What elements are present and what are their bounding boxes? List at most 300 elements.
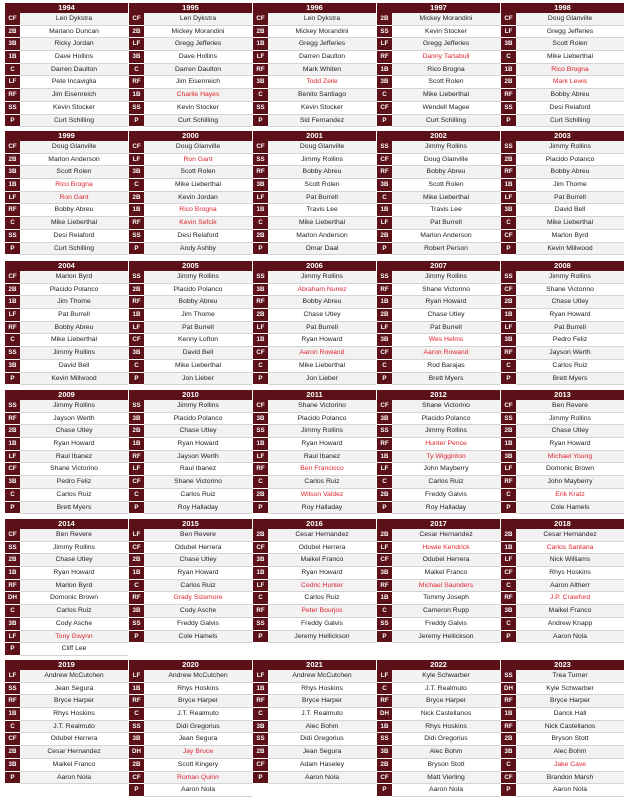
player-name: Pat Burrell: [516, 322, 624, 335]
lineup-row: [129, 476, 252, 489]
lineup-row: [253, 271, 376, 284]
lineup-row: [5, 683, 128, 696]
position-label: 1B: [377, 451, 392, 464]
season-year: 2008: [501, 261, 624, 271]
position-label: RF: [501, 721, 516, 734]
position-label: 2B: [129, 284, 144, 297]
player-name: Brett Myers: [20, 502, 128, 515]
position-label: LF: [377, 463, 392, 476]
player-name: Wes Helms: [392, 334, 500, 347]
player-name: Domonic Brown: [516, 463, 624, 476]
position-label: SS: [253, 102, 268, 115]
position-label: CF: [129, 334, 144, 347]
player-name: Jake Cave: [516, 759, 624, 772]
lineup-row: [377, 217, 500, 230]
season-year: 2018: [501, 519, 624, 529]
player-name: Ryan Howard: [392, 296, 500, 309]
player-name: Pat Burrell: [268, 322, 376, 335]
position-label: P: [253, 502, 268, 515]
player-name: Andy Ashby: [144, 243, 252, 256]
player-name: Nick Castellanos: [392, 708, 500, 721]
player-name: Carlos Ruiz: [144, 489, 252, 502]
lineup-row: [377, 102, 500, 115]
player-name: Charlie Hayes: [144, 89, 252, 102]
player-name: Bryce Harper: [516, 695, 624, 708]
lineup-row: [5, 502, 128, 515]
season-year: 1995: [129, 3, 252, 13]
lineup-row: [5, 102, 128, 115]
player-name: Ben Francisco: [268, 463, 376, 476]
lineup-row: [501, 347, 624, 360]
season-year: 2009: [5, 390, 128, 400]
position-label: 1B: [5, 296, 20, 309]
lineup-row: [253, 567, 376, 580]
player-name: Ryan Howard: [268, 334, 376, 347]
player-name: Odubel Herrera: [20, 733, 128, 746]
player-name: Aaron Nola: [516, 784, 624, 797]
lineup-row: [129, 284, 252, 297]
position-label: LF: [253, 192, 268, 205]
season-card-2001: [253, 131, 376, 255]
position-label: C: [377, 476, 392, 489]
player-name: Didi Gregorius: [268, 733, 376, 746]
position-label: SS: [129, 721, 144, 734]
position-label: 3B: [129, 51, 144, 64]
lineup-row: [253, 360, 376, 373]
lineup-row: [129, 154, 252, 167]
player-name: Pat Burrell: [144, 322, 252, 335]
player-name: Marlon Byrd: [516, 230, 624, 243]
lineup-row: [5, 400, 128, 413]
player-name: Jimmy Rollins: [392, 141, 500, 154]
lineup-row: [253, 13, 376, 26]
lineup-row: [5, 746, 128, 759]
position-label: 1B: [377, 721, 392, 734]
lineup-row: [5, 284, 128, 297]
position-label: C: [501, 217, 516, 230]
lineup-row: [5, 695, 128, 708]
player-name: Brandon Marsh: [516, 772, 624, 785]
lineup-row: [501, 708, 624, 721]
lineup-row: [377, 631, 500, 644]
lineup-row: [5, 542, 128, 555]
lineup-row: [377, 360, 500, 373]
player-name: Carlos Ruiz: [392, 476, 500, 489]
season-card-2022: [377, 660, 500, 797]
position-label: SS: [377, 425, 392, 438]
position-label: 1B: [253, 334, 268, 347]
player-name: Roy Halladay: [268, 502, 376, 515]
lineup-row: [129, 554, 252, 567]
position-label: 2B: [5, 284, 20, 297]
player-name: Chase Utley: [144, 554, 252, 567]
lineup-list: [501, 529, 624, 643]
lineup-row: [501, 243, 624, 256]
lineup-list: [501, 271, 624, 385]
season-card-2019: [5, 660, 128, 784]
position-label: RF: [5, 204, 20, 217]
lineup-row: [377, 347, 500, 360]
lineup-row: [129, 733, 252, 746]
position-label: RF: [501, 476, 516, 489]
position-label: C: [377, 605, 392, 618]
player-name: Darren Daulton: [268, 51, 376, 64]
position-label: C: [129, 64, 144, 77]
player-name: Mike Lieberthal: [392, 192, 500, 205]
position-label: 3B: [377, 746, 392, 759]
player-name: Ron Gant: [20, 192, 128, 205]
position-label: 1B: [129, 683, 144, 696]
position-label: CF: [5, 463, 20, 476]
player-name: Roman Quinn: [144, 772, 252, 785]
lineup-row: [253, 179, 376, 192]
lineup-row: [501, 733, 624, 746]
lineup-row: [253, 373, 376, 386]
player-name: Maikel Franco: [392, 567, 500, 580]
lineup-row: [501, 76, 624, 89]
position-label: CF: [501, 567, 516, 580]
player-name: Mike Lieberthal: [144, 360, 252, 373]
lineup-row: [501, 271, 624, 284]
position-label: 3B: [5, 360, 20, 373]
player-name: Raul Ibanez: [144, 463, 252, 476]
lineup-row: [253, 746, 376, 759]
position-label: C: [5, 721, 20, 734]
position-label: CF: [129, 542, 144, 555]
lineup-row: [501, 451, 624, 464]
player-name: Gregg Jefferies: [392, 38, 500, 51]
player-name: Bobby Abreu: [392, 166, 500, 179]
position-label: LF: [253, 670, 268, 683]
lineup-row: [501, 463, 624, 476]
player-name: Scott Rolen: [268, 179, 376, 192]
player-name: Bobby Abreu: [144, 296, 252, 309]
position-label: P: [253, 772, 268, 785]
season-card-2006: [253, 261, 376, 385]
player-name: Ricky Jordan: [20, 38, 128, 51]
player-name: Bobby Abreu: [20, 322, 128, 335]
lineup-row: [501, 51, 624, 64]
player-name: Doug Glanville: [20, 141, 128, 154]
player-name: Ryan Howard: [516, 438, 624, 451]
lineup-row: [501, 373, 624, 386]
lineup-list: [253, 271, 376, 385]
lineup-row: [5, 89, 128, 102]
lineup-row: [5, 476, 128, 489]
lineup-list: [5, 141, 128, 255]
position-label: LF: [129, 154, 144, 167]
player-name: Cesar Hernandez: [392, 529, 500, 542]
position-label: CF: [377, 554, 392, 567]
lineup-row: [377, 166, 500, 179]
position-label: SS: [377, 26, 392, 39]
position-label: C: [129, 489, 144, 502]
lineup-row: [377, 271, 500, 284]
lineup-list: [253, 529, 376, 643]
player-name: Rhys Hoskins: [392, 721, 500, 734]
lineup-list: [129, 13, 252, 127]
player-name: Mickey Morandini: [268, 26, 376, 39]
lineup-list: [377, 400, 500, 514]
season-year: 2000: [129, 131, 252, 141]
position-label: 3B: [129, 733, 144, 746]
lineup-row: [253, 670, 376, 683]
position-label: 2B: [5, 746, 20, 759]
position-label: 1B: [501, 708, 516, 721]
player-name: Wilson Valdez: [268, 489, 376, 502]
player-name: Kevin Stocker: [392, 26, 500, 39]
player-name: Ryan Howard: [268, 567, 376, 580]
player-name: Aaron Nola: [268, 772, 376, 785]
position-label: RF: [129, 296, 144, 309]
player-name: John Mayberry: [392, 463, 500, 476]
position-label: P: [501, 373, 516, 386]
player-name: Len Dykstra: [268, 13, 376, 26]
lineup-row: [129, 204, 252, 217]
player-name: Len Dykstra: [20, 13, 128, 26]
position-label: CF: [5, 13, 20, 26]
lineup-row: [253, 721, 376, 734]
player-name: Odubel Herrera: [268, 542, 376, 555]
position-label: SS: [501, 102, 516, 115]
lineup-row: [5, 618, 128, 631]
player-name: Cedric Hunter: [268, 580, 376, 593]
position-label: DH: [5, 592, 20, 605]
player-name: David Bell: [144, 347, 252, 360]
player-name: Bobby Abreu: [268, 166, 376, 179]
player-name: Mike Lieberthal: [268, 217, 376, 230]
lineup-row: [377, 243, 500, 256]
position-label: 2B: [253, 529, 268, 542]
player-name: David Bell: [20, 360, 128, 373]
lineup-row: [129, 38, 252, 51]
lineup-row: [5, 217, 128, 230]
position-label: C: [129, 360, 144, 373]
lineup-row: [129, 708, 252, 721]
lineup-row: [5, 230, 128, 243]
player-name: Pat Burrell: [268, 192, 376, 205]
lineup-row: [501, 683, 624, 696]
position-label: 3B: [129, 347, 144, 360]
player-name: Aaron Rowand: [268, 347, 376, 360]
lineup-row: [5, 567, 128, 580]
lineup-row: [5, 243, 128, 256]
player-name: Pat Burrell: [516, 192, 624, 205]
position-label: CF: [377, 772, 392, 785]
player-name: Jim Thome: [144, 309, 252, 322]
player-name: Carlos Ruiz: [20, 489, 128, 502]
player-name: Kevin Sefcik: [144, 217, 252, 230]
lineup-row: [253, 192, 376, 205]
player-name: Scott Rolen: [392, 179, 500, 192]
position-label: 2B: [5, 154, 20, 167]
position-label: SS: [253, 154, 268, 167]
position-label: 2B: [501, 76, 516, 89]
lineup-row: [5, 643, 128, 656]
position-label: 1B: [501, 542, 516, 555]
lineup-row: [129, 746, 252, 759]
season-year: 1998: [501, 3, 624, 13]
season-year: 2017: [377, 519, 500, 529]
player-name: Odubel Herrera: [144, 542, 252, 555]
player-name: Kyle Schwarber: [392, 670, 500, 683]
lineup-row: [5, 463, 128, 476]
position-label: P: [377, 784, 392, 797]
position-label: P: [377, 502, 392, 515]
lineup-row: [501, 192, 624, 205]
position-label: LF: [5, 451, 20, 464]
player-name: Raul Ibanez: [268, 451, 376, 464]
lineup-row: [253, 115, 376, 128]
player-name: Darren Daulton: [144, 64, 252, 77]
player-name: Pedro Feliz: [516, 334, 624, 347]
position-label: DH: [377, 708, 392, 721]
player-name: Scott Rolen: [144, 166, 252, 179]
player-name: Placido Polanco: [20, 284, 128, 297]
season-card-2016: [253, 519, 376, 643]
position-label: CF: [253, 141, 268, 154]
player-name: J.T. Realmuto: [392, 683, 500, 696]
lineup-row: [253, 51, 376, 64]
player-name: Chase Utley: [516, 425, 624, 438]
player-name: Domonic Brown: [20, 592, 128, 605]
player-name: Jayson Werth: [20, 413, 128, 426]
player-name: Scott Kingery: [144, 759, 252, 772]
position-label: 1B: [377, 592, 392, 605]
lineup-row: [129, 502, 252, 515]
season-card-1995: [129, 3, 252, 127]
lineup-row: [377, 76, 500, 89]
lineup-row: [501, 670, 624, 683]
lineup-row: [377, 618, 500, 631]
lineup-row: [253, 463, 376, 476]
position-label: LF: [501, 554, 516, 567]
lineup-list: [5, 529, 128, 656]
player-name: Cesar Hernandez: [20, 746, 128, 759]
player-name: Darick Hall: [516, 708, 624, 721]
lineup-row: [253, 400, 376, 413]
lineup-row: [129, 13, 252, 26]
lineup-row: [377, 64, 500, 77]
lineup-row: [129, 243, 252, 256]
player-name: Andrew McCutchen: [268, 670, 376, 683]
position-label: 3B: [501, 204, 516, 217]
position-label: P: [501, 243, 516, 256]
position-label: P: [129, 373, 144, 386]
position-label: CF: [501, 772, 516, 785]
position-label: RF: [5, 89, 20, 102]
player-name: Rico Brogna: [392, 64, 500, 77]
player-name: Cole Hamels: [144, 631, 252, 644]
position-label: 1B: [129, 204, 144, 217]
season-card-2021: [253, 660, 376, 784]
season-year: 2003: [501, 131, 624, 141]
lineup-row: [129, 192, 252, 205]
player-name: Mike Lieberthal: [20, 334, 128, 347]
position-label: LF: [129, 529, 144, 542]
player-name: Freddy Galvis: [392, 489, 500, 502]
player-name: Mike Lieberthal: [268, 360, 376, 373]
player-name: Carlos Santana: [516, 542, 624, 555]
player-name: Jimmy Rollins: [268, 425, 376, 438]
season-card-2023: [501, 660, 624, 797]
player-name: Cody Asche: [144, 605, 252, 618]
player-name: Ben Revere: [516, 400, 624, 413]
position-label: 3B: [253, 554, 268, 567]
position-label: SS: [253, 733, 268, 746]
player-name: Michael Saunders: [392, 580, 500, 593]
season-year: 2019: [5, 660, 128, 670]
player-name: Mariano Duncan: [20, 26, 128, 39]
position-label: SS: [5, 230, 20, 243]
lineup-row: [5, 154, 128, 167]
player-name: Desi Relaford: [144, 230, 252, 243]
player-name: Jean Segura: [20, 683, 128, 696]
lineup-row: [377, 759, 500, 772]
position-label: P: [377, 243, 392, 256]
lineup-row: [377, 322, 500, 335]
player-name: Jeremy Hellickson: [268, 631, 376, 644]
lineup-row: [253, 166, 376, 179]
position-label: LF: [501, 26, 516, 39]
position-label: 2B: [253, 230, 268, 243]
player-name: Shane Victorino: [392, 284, 500, 297]
position-label: 1B: [129, 567, 144, 580]
position-label: 2B: [129, 554, 144, 567]
player-name: Jimmy Rollins: [20, 347, 128, 360]
lineup-row: [501, 502, 624, 515]
position-label: C: [501, 759, 516, 772]
player-name: Ben Revere: [20, 529, 128, 542]
season-year: 2005: [129, 261, 252, 271]
season-card-2003: [501, 131, 624, 255]
lineup-row: [501, 334, 624, 347]
lineup-row: [501, 529, 624, 542]
lineup-row: [501, 605, 624, 618]
position-label: LF: [253, 51, 268, 64]
position-label: SS: [5, 542, 20, 555]
player-name: Didi Gregorius: [144, 721, 252, 734]
lineup-row: [5, 192, 128, 205]
player-name: Jim Thome: [20, 296, 128, 309]
player-name: Cody Asche: [20, 618, 128, 631]
lineup-row: [129, 567, 252, 580]
season-card-2014: [5, 519, 128, 656]
player-name: J.P. Crawford: [516, 592, 624, 605]
player-name: Trea Turner: [516, 670, 624, 683]
position-label: LF: [377, 38, 392, 51]
player-name: Chase Utley: [516, 296, 624, 309]
position-label: RF: [253, 463, 268, 476]
position-label: RF: [129, 76, 144, 89]
lineup-row: [501, 38, 624, 51]
player-name: Chase Utley: [20, 425, 128, 438]
player-name: Jim Thome: [516, 179, 624, 192]
lineup-list: [377, 529, 500, 643]
lineup-row: [501, 204, 624, 217]
player-name: Mickey Morandini: [392, 13, 500, 26]
player-name: Marlon Anderson: [392, 230, 500, 243]
position-label: P: [253, 631, 268, 644]
position-label: RF: [5, 413, 20, 426]
position-label: 2B: [5, 554, 20, 567]
lineup-row: [5, 347, 128, 360]
position-label: 3B: [501, 38, 516, 51]
lineup-row: [377, 695, 500, 708]
lineup-row: [377, 772, 500, 785]
position-label: 2B: [253, 746, 268, 759]
player-name: Chase Utley: [144, 425, 252, 438]
